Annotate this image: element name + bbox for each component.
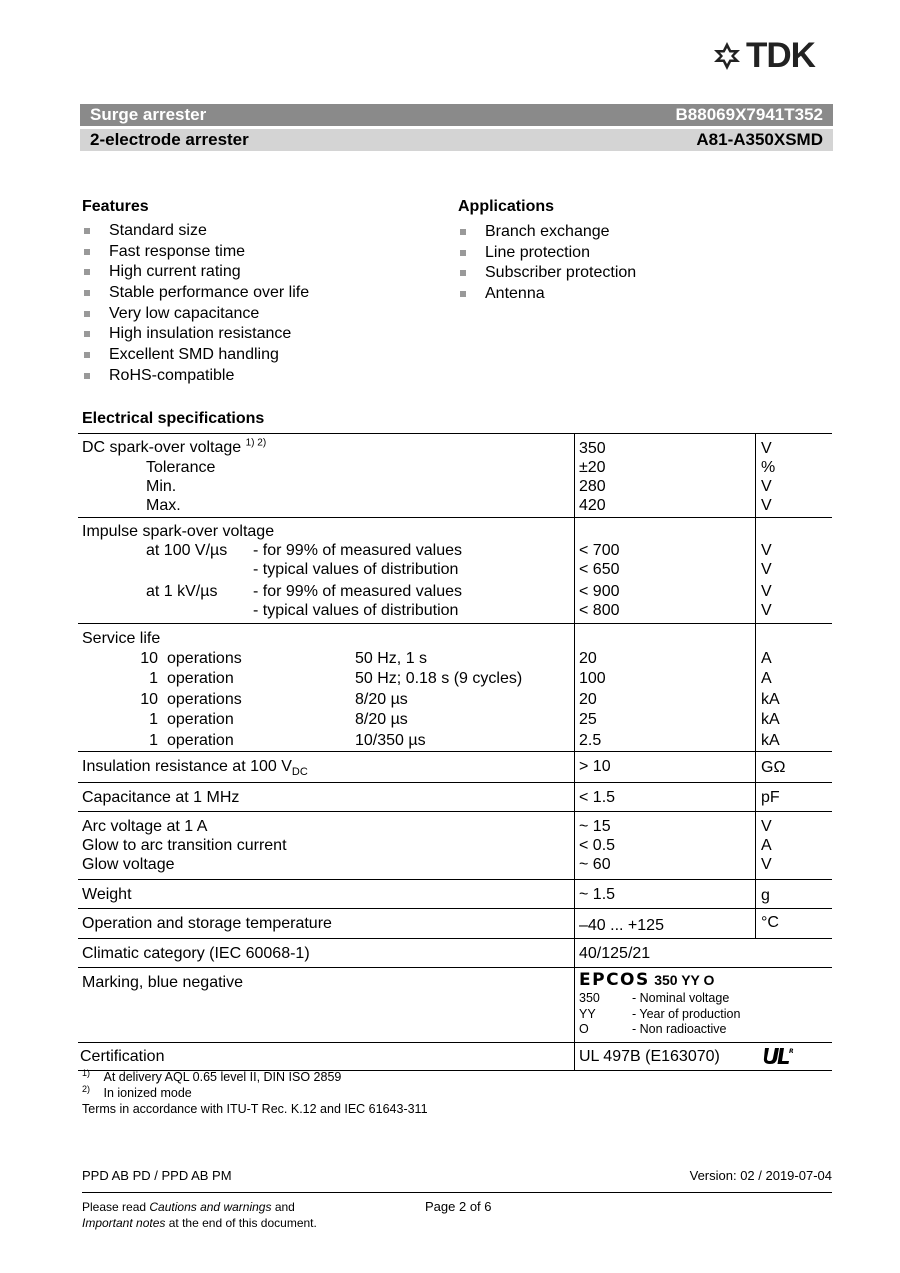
insulation-label-sub: DC xyxy=(291,766,308,779)
features-list xyxy=(82,221,309,387)
operation-cell: operation xyxy=(167,711,234,728)
marking-desc: - Nominal voltage xyxy=(632,991,730,1005)
bullet-square-icon xyxy=(84,269,90,275)
value-cell: < 0.5 xyxy=(579,837,616,854)
max-label: Max. xyxy=(146,497,181,514)
condition-cell: 8/20 µs xyxy=(355,691,408,708)
list-item: Antenna xyxy=(458,284,636,305)
unit-cell: A xyxy=(761,670,772,687)
certification-value: UL 497B (E163070) xyxy=(579,1048,720,1065)
page-number: Page 2 of 6 xyxy=(425,1199,492,1214)
list-item: RoHS-compatible xyxy=(82,366,309,387)
unit-cell: V xyxy=(761,542,772,559)
applications-list xyxy=(458,222,636,305)
operation-cell: operation xyxy=(167,670,234,687)
bullet-square-icon xyxy=(84,311,90,317)
table-row-arc-glow xyxy=(78,811,832,879)
condition-cell: 8/20 µs xyxy=(355,711,408,728)
value-cell: 280 xyxy=(579,478,606,495)
product-type: Surge arrester xyxy=(90,105,207,124)
bullet-square-icon xyxy=(84,373,90,379)
unit-cell: V xyxy=(761,818,772,835)
bullet-square-icon xyxy=(460,250,466,256)
table-row-dc-spark-over xyxy=(78,433,832,517)
marking-key: O xyxy=(579,1022,589,1036)
footnote-2: In ionized mode xyxy=(103,1086,192,1100)
footer-version: Version: 02 / 2019-07-04 xyxy=(689,1168,832,1183)
count-cell: 10 xyxy=(140,650,158,667)
tdk-logo xyxy=(712,36,815,75)
value-cell: 25 xyxy=(579,711,597,728)
list-item: High current rating xyxy=(82,262,309,283)
features-title: Features xyxy=(82,198,149,215)
list-item: Stable performance over life xyxy=(82,283,309,304)
count-cell: 1 xyxy=(149,711,158,728)
unit-cell: V xyxy=(761,856,772,873)
operation-cell: operations xyxy=(167,650,242,667)
list-item: Line protection xyxy=(458,243,636,264)
bullet-square-icon xyxy=(84,290,90,296)
list-item: Fast response time xyxy=(82,242,309,263)
bullet-square-icon xyxy=(460,270,466,276)
certification-label: Certification xyxy=(80,1048,165,1065)
bullet-square-icon xyxy=(84,352,90,358)
bullet-square-icon xyxy=(84,249,90,255)
value-cell: < 700 xyxy=(579,542,620,559)
unit-cell: g xyxy=(761,887,770,904)
unit-cell: °C xyxy=(761,914,779,931)
insulation-label: Insulation resistance at 100 V xyxy=(82,758,292,775)
marking-desc: - Year of production xyxy=(632,1006,741,1021)
value-cell: < 1.5 xyxy=(579,789,616,806)
value-cell: ~ 60 xyxy=(579,856,611,873)
value-cell: 100 xyxy=(579,670,606,687)
capacitance-label: Capacitance at 1 MHz xyxy=(82,789,240,806)
epcos-logo: EPCOS xyxy=(579,970,650,990)
glow-arc-label: Glow to arc transition current xyxy=(82,837,287,854)
table-row-weight xyxy=(78,879,832,908)
footnote-1: At delivery AQL 0.65 level II, DIN ISO 2859 xyxy=(103,1070,342,1084)
table-row-impulse-spark-over xyxy=(78,517,832,623)
unit-cell: V xyxy=(761,561,772,578)
value-cell: ~ 15 xyxy=(579,818,611,835)
value-cell: < 650 xyxy=(579,561,620,578)
value-cell: 2.5 xyxy=(579,732,602,749)
marking-key: 350 xyxy=(579,991,600,1005)
list-item: Excellent SMD handling xyxy=(82,345,309,366)
unit-cell: V xyxy=(761,440,772,457)
condition-cell: 10/350 µs xyxy=(355,732,426,749)
condition-cell: 50 Hz; 0.18 s (9 cycles) xyxy=(355,670,523,687)
operation-cell: operation xyxy=(167,732,234,749)
marking-code: 350 YY O xyxy=(654,972,715,988)
unit-cell: kA xyxy=(761,691,780,708)
bullet-square-icon xyxy=(84,228,90,234)
bullet-square-icon xyxy=(460,291,466,297)
bullet-square-icon xyxy=(84,331,90,337)
specs-title: Electrical specifications xyxy=(82,410,265,427)
desc-99-label: - for 99% of measured values xyxy=(253,542,462,559)
value-cell: > 10 xyxy=(579,758,611,775)
unit-cell: V xyxy=(761,478,772,495)
unit-cell: V xyxy=(761,583,772,600)
table-row-climatic xyxy=(78,938,832,967)
product-subtitle: 2-electrode arrester xyxy=(90,130,249,149)
tdk-logo-icon xyxy=(712,41,742,71)
footnote-mark: 2) xyxy=(82,1083,91,1094)
list-item: Standard size xyxy=(82,221,309,242)
table-row-insulation xyxy=(78,751,832,782)
footer-divider xyxy=(82,1192,832,1193)
rate-100v-label: at 100 V/µs xyxy=(146,542,228,559)
value-cell: ±20 xyxy=(579,459,606,476)
list-item: Subscriber protection xyxy=(458,263,636,284)
spec-table xyxy=(78,433,832,1071)
desc-99-label: - for 99% of measured values xyxy=(253,583,462,600)
tolerance-label: Tolerance xyxy=(146,459,216,476)
value-cell: < 900 xyxy=(579,583,620,600)
climatic-label: Climatic category (IEC 60068-1) xyxy=(82,945,310,962)
min-label: Min. xyxy=(146,478,177,495)
table-row-temperature xyxy=(78,908,832,938)
value-cell: < 800 xyxy=(579,602,620,619)
value-cell: 40/125/21 xyxy=(579,945,651,962)
count-cell: 10 xyxy=(140,691,158,708)
header-bar-secondary xyxy=(80,129,833,151)
weight-label: Weight xyxy=(82,886,132,903)
table-row-certification xyxy=(78,1042,832,1071)
unit-cell: A xyxy=(761,837,772,854)
list-item: High insulation resistance xyxy=(82,324,309,345)
operation-cell: operations xyxy=(167,691,242,708)
count-cell: 1 xyxy=(149,670,158,687)
bullet-square-icon xyxy=(460,229,466,235)
condition-cell: 50 Hz, 1 s xyxy=(355,650,428,667)
header-bar-primary xyxy=(80,104,833,126)
marking-label: Marking, blue negative xyxy=(82,974,243,991)
value-cell: ~ 1.5 xyxy=(579,886,616,903)
rate-1kv-label: at 1 kV/µs xyxy=(146,583,218,600)
applications-title: Applications xyxy=(458,198,555,215)
table-row-capacitance xyxy=(78,782,832,811)
value-cell: –40 ... +125 xyxy=(579,917,664,934)
ul-registered-mark: R xyxy=(789,1048,791,1055)
count-cell: 1 xyxy=(149,732,158,749)
glow-voltage-label: Glow voltage xyxy=(82,856,175,873)
list-item: Branch exchange xyxy=(458,222,636,243)
desc-typ-label: - typical values of distribution xyxy=(253,602,459,619)
unit-cell: A xyxy=(761,650,772,667)
order-code: B88069X7941T352 xyxy=(675,105,823,124)
value-cell: 20 xyxy=(579,691,597,708)
value-cell: 420 xyxy=(579,497,606,514)
footnote-ref: 1) 2) xyxy=(245,437,267,449)
unit-cell: kA xyxy=(761,711,780,728)
arc-voltage-label: Arc voltage at 1 A xyxy=(82,818,208,835)
temperature-label: Operation and storage temperature xyxy=(82,915,332,932)
unit-cell: pF xyxy=(761,789,780,806)
unit-cell: GΩ xyxy=(761,759,786,776)
ul-recognized-icon xyxy=(762,1046,796,1071)
tdk-logo-text: TDK xyxy=(746,36,815,75)
value-cell: 350 xyxy=(579,440,606,457)
cautions-link: Cautions and warnings xyxy=(149,1200,272,1214)
unit-cell: V xyxy=(761,602,772,619)
important-notes-link: Important notes xyxy=(82,1216,166,1230)
unit-cell: V xyxy=(761,497,772,514)
type-code: A81-A350XSMD xyxy=(696,130,823,149)
unit-cell: kA xyxy=(761,732,780,749)
unit-cell: % xyxy=(761,459,776,476)
desc-typ-label: - typical values of distribution xyxy=(253,561,459,578)
footnote-mark: 1) xyxy=(82,1067,91,1078)
terms-note: Terms in accordance with ITU-T Rec. K.12 and IEC 61643-311 xyxy=(82,1102,428,1116)
list-item: Very low capacitance xyxy=(82,304,309,325)
marking-key: YY xyxy=(579,1006,596,1021)
impulse-label: Impulse spark-over voltage xyxy=(82,523,275,540)
footer-cautions-note: Please read Cautions and warnings and Important notes at the end of this document. xyxy=(82,1200,317,1230)
footer-department: PPD AB PD / PPD AB PM xyxy=(82,1168,232,1183)
service-life-label: Service life xyxy=(82,630,161,647)
table-row-marking xyxy=(78,967,832,1042)
dc-spark-over-label: DC spark-over voltage xyxy=(82,439,242,456)
marking-desc: - Non radioactive xyxy=(632,1022,727,1036)
value-cell: 20 xyxy=(579,650,597,667)
table-row-service-life xyxy=(78,623,832,751)
